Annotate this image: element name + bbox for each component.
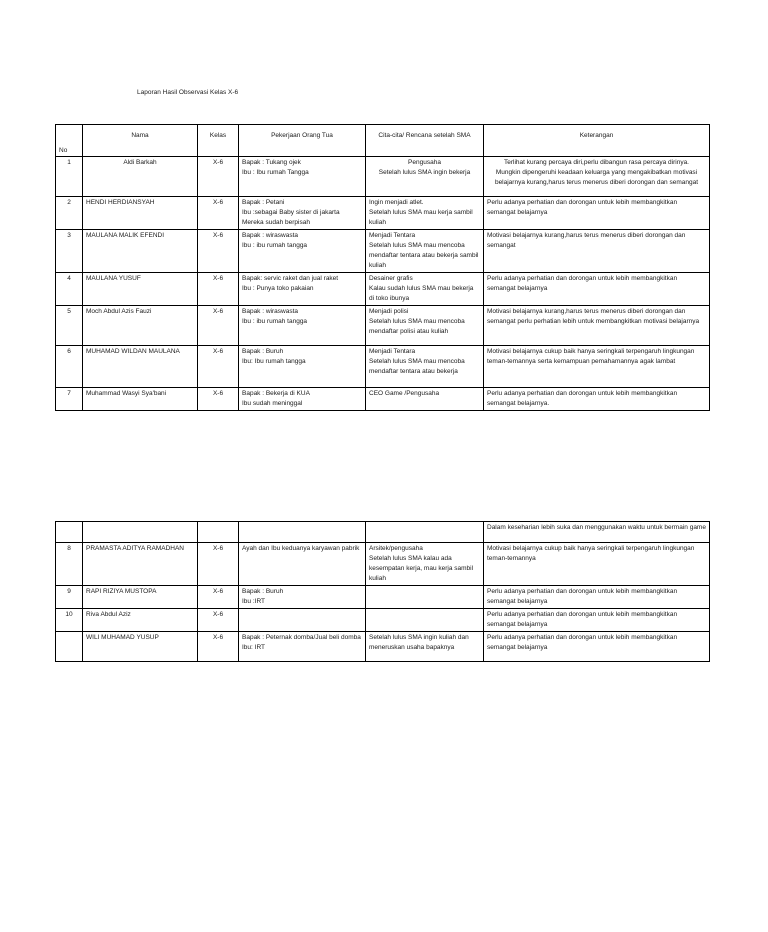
pekerjaan-line: Bapak : wiraswasta (242, 308, 298, 315)
cell-no: 9 (56, 586, 83, 609)
table-row (56, 346, 710, 388)
cell-nama: HENDI HERDIANSYAH (83, 197, 198, 230)
cell-keterangan (484, 586, 710, 609)
cita-line: Setelah lulus SMA mau mencoba mendaftar polisi atau kuliah (369, 318, 465, 335)
pekerjaan-line: Ibu sudah meninggal (242, 400, 303, 407)
cell-pekerjaan (239, 586, 366, 609)
cita-line: CEO Game /Pengusaha (369, 390, 440, 397)
cell-kelas: X-6 (198, 543, 239, 586)
pekerjaan-line: Ibu : ibu rumah tangga (242, 318, 308, 325)
cell-nama (83, 522, 198, 543)
pekerjaan-line: Ibu : Ibu rumah Tangga (242, 169, 309, 176)
cell-no: 8 (56, 543, 83, 586)
keterangan-line: Terlihat kurang percaya diri,perlu dibangun rasa percaya dirinya. (504, 159, 689, 166)
cita-line: Ingin menjadi atlet. (369, 199, 424, 206)
table-row (56, 609, 710, 632)
cita-line: Kalau sudah lulus SMA mau bekerja di toko ibunya (369, 285, 474, 302)
cell-nama: Muhammad Wasyi Sya'bani (83, 388, 198, 411)
cell-pekerjaan (239, 230, 366, 273)
cell-keterangan (484, 230, 710, 273)
header-pekerjaan: Pekerjaan Orang Tua (239, 125, 366, 157)
cell-kelas (198, 522, 239, 543)
cell-kelas: X-6 (198, 306, 239, 346)
cita-line: Menjadi Tentara (369, 232, 416, 239)
cell-pekerjaan (239, 157, 366, 197)
cell-cita (366, 273, 484, 306)
table-row (56, 388, 710, 411)
cell-nama: Aldi Barkah (83, 157, 198, 197)
keterangan-line: Motivasi belajarnya cukup baik hanya seringkali terpengaruh lingkungan teman-temannya serta kemampuan pemahamannya agak lambat (487, 348, 695, 365)
cell-nama: Moch Abdul Azis Fauzi (83, 306, 198, 346)
header-cita: Cita-cita/ Rencana setelah SMA (366, 125, 484, 157)
cell-pekerjaan (239, 388, 366, 411)
cell-nama: WILI MUHAMAD YUSUP (83, 632, 198, 662)
cell-nama: MAULANA MALIK EFENDI (83, 230, 198, 273)
cell-cita (366, 346, 484, 388)
cell-pekerjaan (239, 273, 366, 306)
cita-line: Setelah lulus SMA kalau ada kesempatan kerja, mau kerja sambil kuliah (369, 555, 474, 582)
cita-line: Setelah lulus SMA mau mencoba mendaftar tentara atau bekerja (369, 358, 465, 375)
cell-kelas: X-6 (198, 346, 239, 388)
cell-cita (366, 609, 484, 632)
keterangan-line: Perlu adanya perhatian dan dorongan untuk lebih membangkitkan semangat belajarnya (487, 588, 678, 605)
table-row (56, 632, 710, 662)
table-row (56, 230, 710, 273)
header-no: No (56, 125, 83, 157)
cita-line: Setelah lulus SMA ingin kuliah dan meneruskan usaha bapaknya (369, 634, 469, 651)
cell-keterangan (484, 157, 710, 197)
keterangan-line: Motivasi belajarnya kurang,harus terus menerus diberi dorongan dan semangat (487, 232, 686, 249)
cita-line: Pengusaha (408, 159, 441, 166)
cell-pekerjaan (239, 346, 366, 388)
cell-keterangan (484, 346, 710, 388)
continuation-row (56, 522, 710, 543)
cell-cita (366, 543, 484, 586)
cell-nama: MUHAMAD WILDAN MAULANA (83, 346, 198, 388)
cell-cita (366, 632, 484, 662)
cell-kelas: X-6 (198, 609, 239, 632)
cell-no (56, 522, 83, 543)
observation-table-1 (55, 124, 710, 411)
cell-no: 4 (56, 273, 83, 306)
cell-pekerjaan (239, 197, 366, 230)
cell-kelas: X-6 (198, 197, 239, 230)
cell-pekerjaan (239, 306, 366, 346)
cita-line: Desainer grafis (369, 275, 413, 282)
keterangan-line: Perlu adanya perhatian dan dorongan untuk lebih membangkitkan semangat belajarnya (487, 275, 678, 292)
pekerjaan-line: Bapak : Bekerja di KUA (242, 390, 310, 397)
cell-keterangan (484, 306, 710, 346)
cita-line: Arsitek/pengusaha (369, 545, 423, 552)
cell-kelas: X-6 (198, 586, 239, 609)
pekerjaan-line: Ibu : Punya toko pakaian (242, 285, 314, 292)
cell-no: 10 (56, 609, 83, 632)
page-title: Laporan Hasil Observasi Kelas X-6 (137, 89, 239, 96)
cell-keterangan (484, 632, 710, 662)
cita-line: Setelah lulus SMA mau kerja sambil kuliah (369, 209, 473, 226)
keterangan-line: Mungkin dipengeruhi keadaan keluarga yang mengakibatkan motivasi belajarnya kurang,harus terus menerus diberi dorongan dan semangat (494, 169, 699, 186)
cell-keterangan (484, 609, 710, 632)
header-nama: Nama (83, 125, 198, 157)
cell-cita (366, 230, 484, 273)
cell-no (56, 632, 83, 662)
cell-keterangan: Dalam keseharian lebih suka dan menggunakan waktu untuk bermain game (484, 522, 710, 543)
cell-nama: PRAMASTA ADITYA RAMADHAN (83, 543, 198, 586)
table-row (56, 157, 710, 197)
table-row (56, 586, 710, 609)
table-row (56, 306, 710, 346)
cita-line: Setelah lulus SMA ingin bekerja (378, 169, 471, 176)
cell-nama: Riva Abdul Aziz (83, 609, 198, 632)
cell-nama: MAULANA YUSUF (83, 273, 198, 306)
cell-no: 3 (56, 230, 83, 273)
table-row (56, 197, 710, 230)
keterangan-line: Perlu adanya perhatian dan dorongan untuk lebih membangkitkan semangat belajarnya (487, 199, 678, 216)
table-header-row (56, 125, 710, 157)
pekerjaan-line: Ibu :IRT (242, 598, 266, 605)
pekerjaan-line: Ibu :sebagai Baby sister di jakarta (242, 209, 340, 216)
keterangan-line: Perlu adanya perhatian dan dorongan untuk lebih membangkitkan semangat belajarnya (487, 611, 678, 628)
cell-no: 1 (56, 157, 83, 197)
cell-cita (366, 586, 484, 609)
cell-kelas: X-6 (198, 388, 239, 411)
pekerjaan-line: Bapak : Tukang ojek (242, 159, 301, 166)
cell-pekerjaan (239, 522, 366, 543)
header-keterangan: Keterangan (484, 125, 710, 157)
cell-keterangan (484, 388, 710, 411)
keterangan-line: Motivasi belajarnya kurang,harus terus menerus diberi dorongan dan semangat perlu perhatian lebih untuk membangkitkan motivasi belajarnya (487, 308, 700, 325)
cell-cita (366, 157, 484, 197)
cell-keterangan (484, 543, 710, 586)
keterangan-line: Perlu adanya perhatian dan dorongan untuk lebih membangkitkan semangat belajarnya (487, 634, 678, 651)
observation-table-2 (55, 521, 710, 662)
pekerjaan-line: Ibu: Ibu rumah tangga (242, 358, 306, 365)
pekerjaan-line: Ibu : ibu rumah tangga (242, 242, 308, 249)
cell-keterangan (484, 197, 710, 230)
cell-no: 6 (56, 346, 83, 388)
pekerjaan-line: Ayah dan Ibu keduanya karyawan pabrik (242, 545, 360, 552)
cell-kelas: X-6 (198, 273, 239, 306)
pekerjaan-line: Bapak: servic raket dan jual raket (242, 275, 339, 282)
pekerjaan-line: Bapak : Buruh (242, 348, 284, 355)
cita-line: Setelah lulus SMA mau mencoba mendaftar tentara atau bekerja sambil kuliah (369, 242, 479, 269)
pekerjaan-line: Bapak : Peternak domba/Jual beli domba (242, 634, 361, 641)
cell-no: 7 (56, 388, 83, 411)
header-kelas: Kelas (198, 125, 239, 157)
keterangan-line: Perlu adanya perhatian dan dorongan untuk lebih membangkitkan semangat belajarnya. (487, 390, 678, 407)
pekerjaan-line: Bapak : Petani (242, 199, 285, 206)
pekerjaan-line: Ibu: IRT (242, 644, 266, 651)
cell-cita (366, 306, 484, 346)
cell-pekerjaan (239, 543, 366, 586)
pekerjaan-line: Bapak : wiraswasta (242, 232, 298, 239)
cell-kelas: X-6 (198, 632, 239, 662)
cita-line: Menjadi Tentara (369, 348, 416, 355)
cita-line: Menjadi polisi (369, 308, 409, 315)
cell-pekerjaan (239, 632, 366, 662)
pekerjaan-line: Bapak : Buruh (242, 588, 284, 595)
pekerjaan-line: Mereka sudah berpisah (242, 219, 310, 226)
cell-no: 5 (56, 306, 83, 346)
table-row (56, 543, 710, 586)
cell-cita (366, 522, 484, 543)
keterangan-line: Motivasi belajarnya cukup baik hanya seringkali terpengaruh lingkungan teman-temannya (487, 545, 695, 562)
table-row (56, 273, 710, 306)
cell-kelas: X-6 (198, 157, 239, 197)
cell-no: 2 (56, 197, 83, 230)
cell-keterangan (484, 273, 710, 306)
cell-kelas: X-6 (198, 230, 239, 273)
cell-nama: RAPI RIZIYA MUSTOPA (83, 586, 198, 609)
cell-pekerjaan (239, 609, 366, 632)
cell-cita (366, 197, 484, 230)
cell-cita (366, 388, 484, 411)
